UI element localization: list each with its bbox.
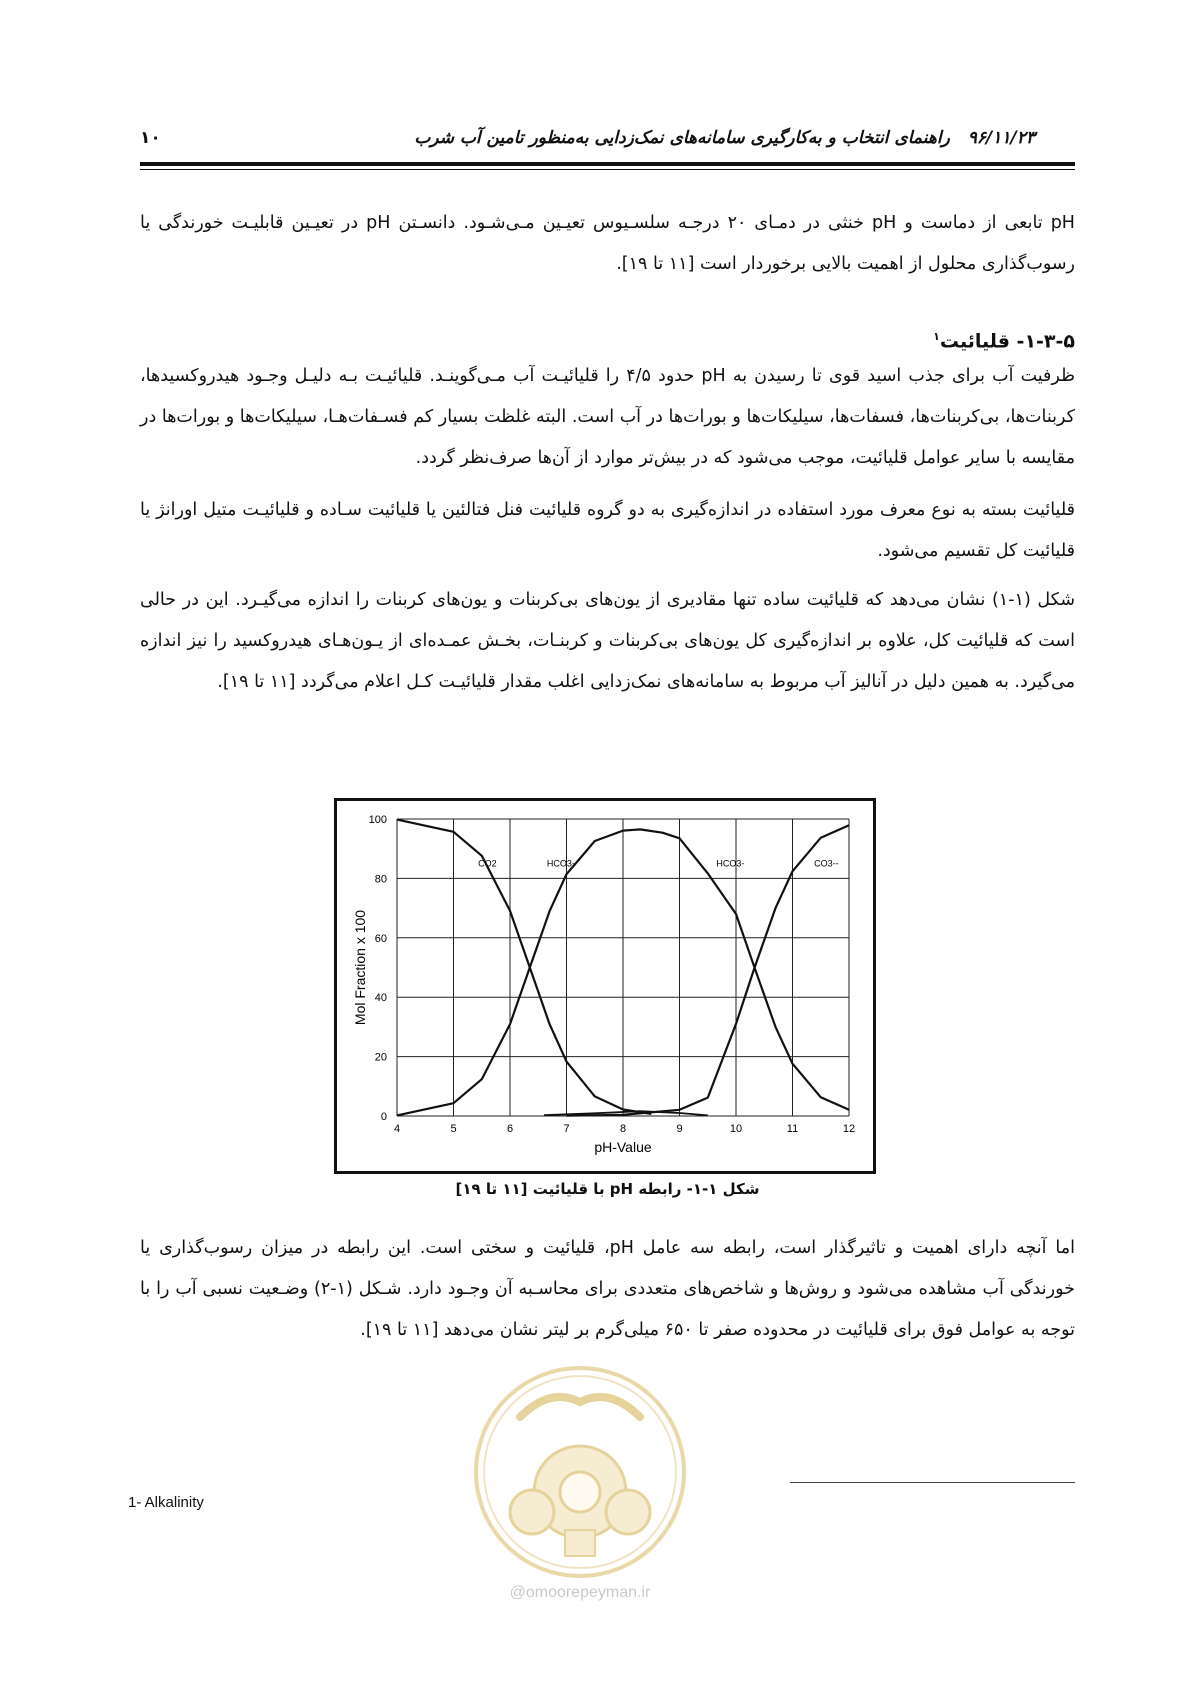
y-tick-label: 0 xyxy=(380,1111,387,1123)
x-tick-label: 10 xyxy=(729,1123,743,1135)
x-tick-label: 8 xyxy=(619,1123,627,1135)
figure-caption: شکل ۱-۱- رابطه pH با قلیائیت [۱۱ تا ۱۹] xyxy=(455,1180,760,1198)
y-tick-label: 20 xyxy=(374,1051,387,1064)
x-tick-label: 12 xyxy=(842,1123,856,1135)
curve-label: HCO3- xyxy=(716,858,745,869)
x-tick-label: 7 xyxy=(563,1123,570,1135)
y-tick-label: 100 xyxy=(368,814,387,826)
y-axis-label: Mol Fraction x 100 xyxy=(352,909,368,1026)
curve-label: CO2 xyxy=(478,858,497,869)
section-heading-alkalinity xyxy=(933,330,1075,352)
footnote-rule xyxy=(790,1482,1075,1483)
header-rule-thin xyxy=(140,169,1075,170)
x-tick-label: 6 xyxy=(506,1123,514,1135)
series-line-3 xyxy=(567,825,850,1115)
y-tick-label: 60 xyxy=(374,932,387,945)
x-tick-label: 5 xyxy=(450,1123,457,1135)
footnote-marker: ۱ xyxy=(933,330,940,343)
figure-ph-alkalinity xyxy=(334,798,876,1174)
paragraph-figure-reference: شکل (۱-۱) نشان می‌دهد که قلیائیت ساده تنها مقادیری از یون‌های بی‌کربنات و یون‌های کربنات را اندازه می‌گیـرد. این در حالی است که قلیائیت کل، علاوه بر اندازه‌گیری کل یون‌های بی‌کربنات و کربنـات، بخـش عمـده‌ای از یـون‌هـای هیدروکسید را نیز اندازه می‌گیرد. به همین دلیل در آنالیز آب مربوط به سامانه‌های نمک‌زدایی اغلب مقدار قلیائیـت کـل اعلام می‌گردد [۱۱ تا ۱۹]. xyxy=(140,590,1075,692)
paragraph-ph: pH تابعی از دماست و pH خنثی در دمـای ۲۰ درجـه سلسـیوس تعیـین مـی‌شـود. دانسـتن pH در تعیـین قابلیـت خورندگی یا رسوب‌گذاری محلول از اهمیت بالایی برخوردار است [۱۱ تا ۱۹]. xyxy=(140,213,1075,274)
footnote: 1- Alkalinity xyxy=(128,1494,204,1511)
y-tick-label: 80 xyxy=(374,873,387,886)
curve-label: CO3-- xyxy=(814,858,839,869)
watermark-seal xyxy=(470,1362,690,1582)
paragraph-alkalinity-definition: ظرفیت آب برای جذب اسید قوی تا رسیدن به pH حدود ۴/۵ را قلیائیـت آب مـی‌گوینـد. قلیائیـت بـه دلیـل وجـود هیدروکسیدها، کربنات‌ها، بی‌کربنات‌ها، فسفات‌ها، سیلیکات‌ها و بورات‌ها در آب است. البته غلظت بسیار کم فسـفات‌هـا، سیلیکات‌ها و بورات‌ها در مقایسه با سایر عوامل قلیائیت، موجب می‌شود که در بیش‌تر موارد از آن‌ها صرف‌نظر گردد. xyxy=(140,366,1076,468)
y-tick-label: 40 xyxy=(374,992,387,1005)
header-title: راهنمای انتخاب و به‌کارگیری سامانه‌های نمک‌زدایی به‌منظور تامین آب شرب xyxy=(414,128,950,148)
x-tick-label: 9 xyxy=(676,1123,683,1135)
running-header xyxy=(140,128,1075,158)
x-tick-label: 11 xyxy=(786,1123,799,1135)
curve-label: HCO3- xyxy=(546,858,575,869)
ph-mol-fraction-chart xyxy=(337,801,873,1171)
paragraph-alkalinity-types: قلیائیت بسته به نوع معرف مورد استفاده در اندازه‌گیری به دو گروه قلیائیت فنل فتالئین یا قلیائیت سـاده و قلیائیـت متیل اورانژ یا قلیائیت کل تقسیم می‌شود. xyxy=(140,500,1075,561)
watermark-url: @omoorepeyman.ir xyxy=(509,1584,651,1601)
paragraph-ph-alkalinity-hardness: اما آنچه دارای اهمیت و تاثیرگذار است، رابطه سه عامل pH، قلیائیت و سختی است. این رابطه در میزان رسوب‌گذاری یا خورندگی آب مشاهده می‌شود و روش‌ها و شاخص‌های متعددی برای محاسـبه آن وجـود دارد. شـکل (۱-۲) وضـعیت نسبی آب را با توجه به عوامل فوق برای قلیائیت در محدوده صفر تا ۶۵۰ میلی‌گرم بر لیتر نشان می‌دهد [۱۱ تا ۱۹]. xyxy=(140,1238,1075,1340)
section-heading-text: ۱-۳-۵- قلیائیت xyxy=(939,330,1075,353)
series-line-1 xyxy=(397,820,651,1114)
header-date: ۹۶/۱۱/۲۳ xyxy=(967,128,1035,148)
header-rule-thick xyxy=(140,162,1075,166)
page-number: ۱۰ xyxy=(140,128,161,148)
x-tick-label: 4 xyxy=(393,1123,401,1135)
header-title-line xyxy=(414,128,1035,148)
x-axis-label: pH-Value xyxy=(594,1139,652,1155)
